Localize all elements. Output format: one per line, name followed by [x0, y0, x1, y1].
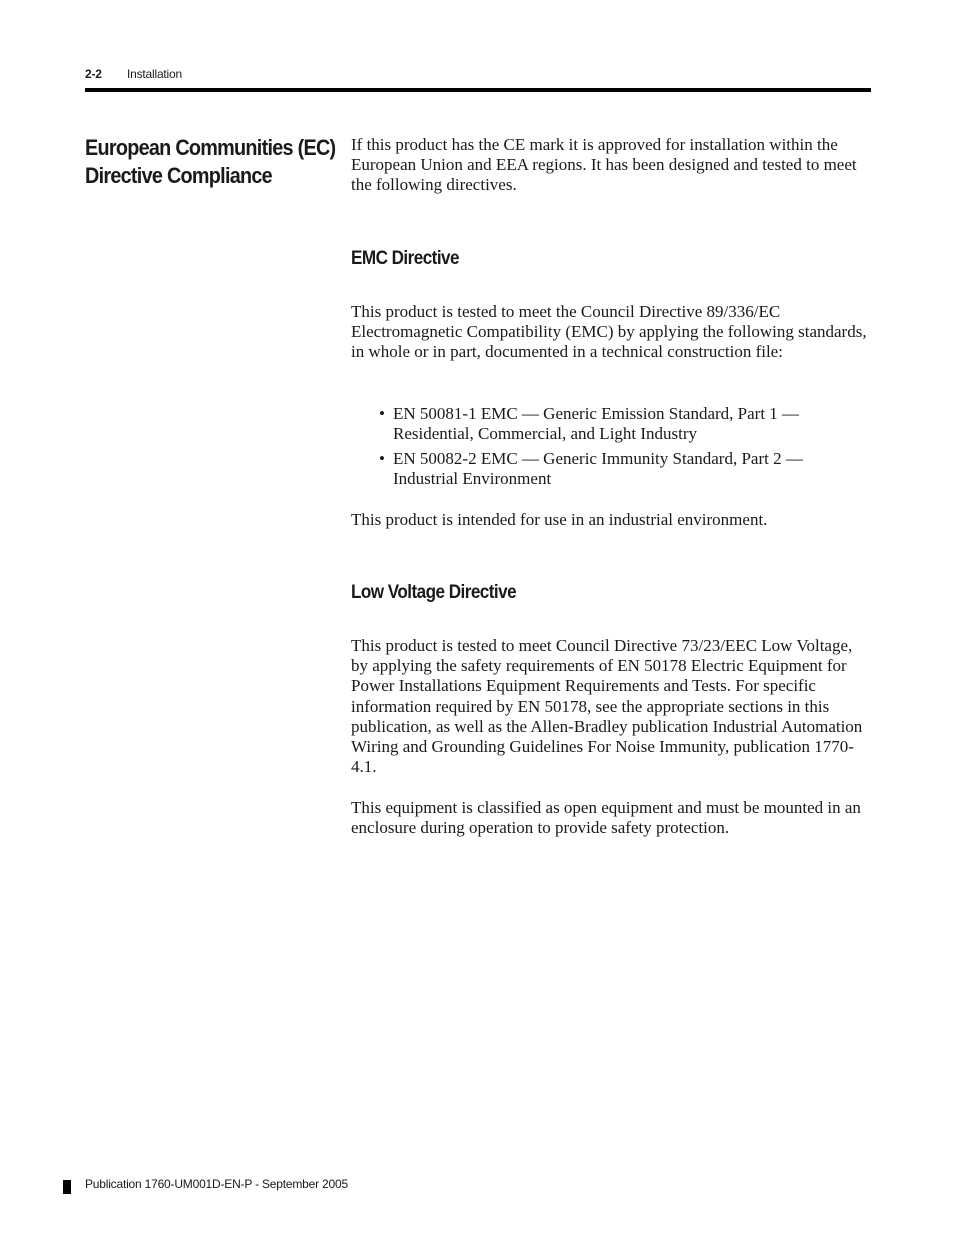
emc-directive-heading: EMC Directive: [351, 248, 459, 269]
header-rule: [85, 88, 871, 92]
low-voltage-paragraph: This product is tested to meet Council Directive 73/23/EEC Low Voltage, by applying the safety requirements of EN 50178 Electric Equipment for Power Installations Equipment Requirements and Tests. For specific information required by EN 50178, see the appropriate sections in this publication, as well as the Allen-Bradley publication Industrial Automation Wiring and Grounding Guidelines For Noise Immunity, publication 1770-4.1.: [351, 636, 863, 777]
publication-footer: Publication 1760-UM001D-EN-P - September 2005: [85, 1177, 348, 1191]
list-item: [351, 449, 871, 489]
page-number: 2-2: [85, 67, 102, 81]
bullet-icon: •: [379, 404, 385, 423]
footer-marker: [63, 1180, 71, 1194]
running-header-section: Installation: [127, 67, 182, 81]
section-title: [85, 134, 336, 190]
intro-paragraph: If this product has the CE mark it is approved for installation within the European Union and EEA regions. It has been designed and tested to meet the following directives.: [351, 135, 857, 195]
low-voltage-directive-heading: Low Voltage Directive: [351, 582, 517, 603]
section-title-line2: Directive Compliance: [85, 163, 272, 188]
list-item: [351, 404, 871, 444]
emc-closing-paragraph: This product is intended for use in an industrial environment.: [351, 510, 768, 529]
emc-standards-list: [351, 404, 871, 494]
list-item-text: EN 50082-2 EMC — Generic Immunity Standard, Part 2 — Industrial Environment: [393, 449, 803, 489]
section-title-line1: European Communities (EC): [85, 135, 336, 160]
list-item-text: EN 50081-1 EMC — Generic Emission Standard, Part 1 — Residential, Commercial, and Light Industry: [393, 404, 800, 444]
bullet-icon: •: [379, 449, 385, 468]
open-equipment-paragraph: This equipment is classified as open equipment and must be mounted in an enclosure during operation to provide safety protection.: [351, 798, 861, 838]
emc-paragraph: This product is tested to meet the Council Directive 89/336/EC Electromagnetic Compatibility (EMC) by applying the following standards, in whole or in part, documented in a technical construction file:: [351, 302, 867, 362]
